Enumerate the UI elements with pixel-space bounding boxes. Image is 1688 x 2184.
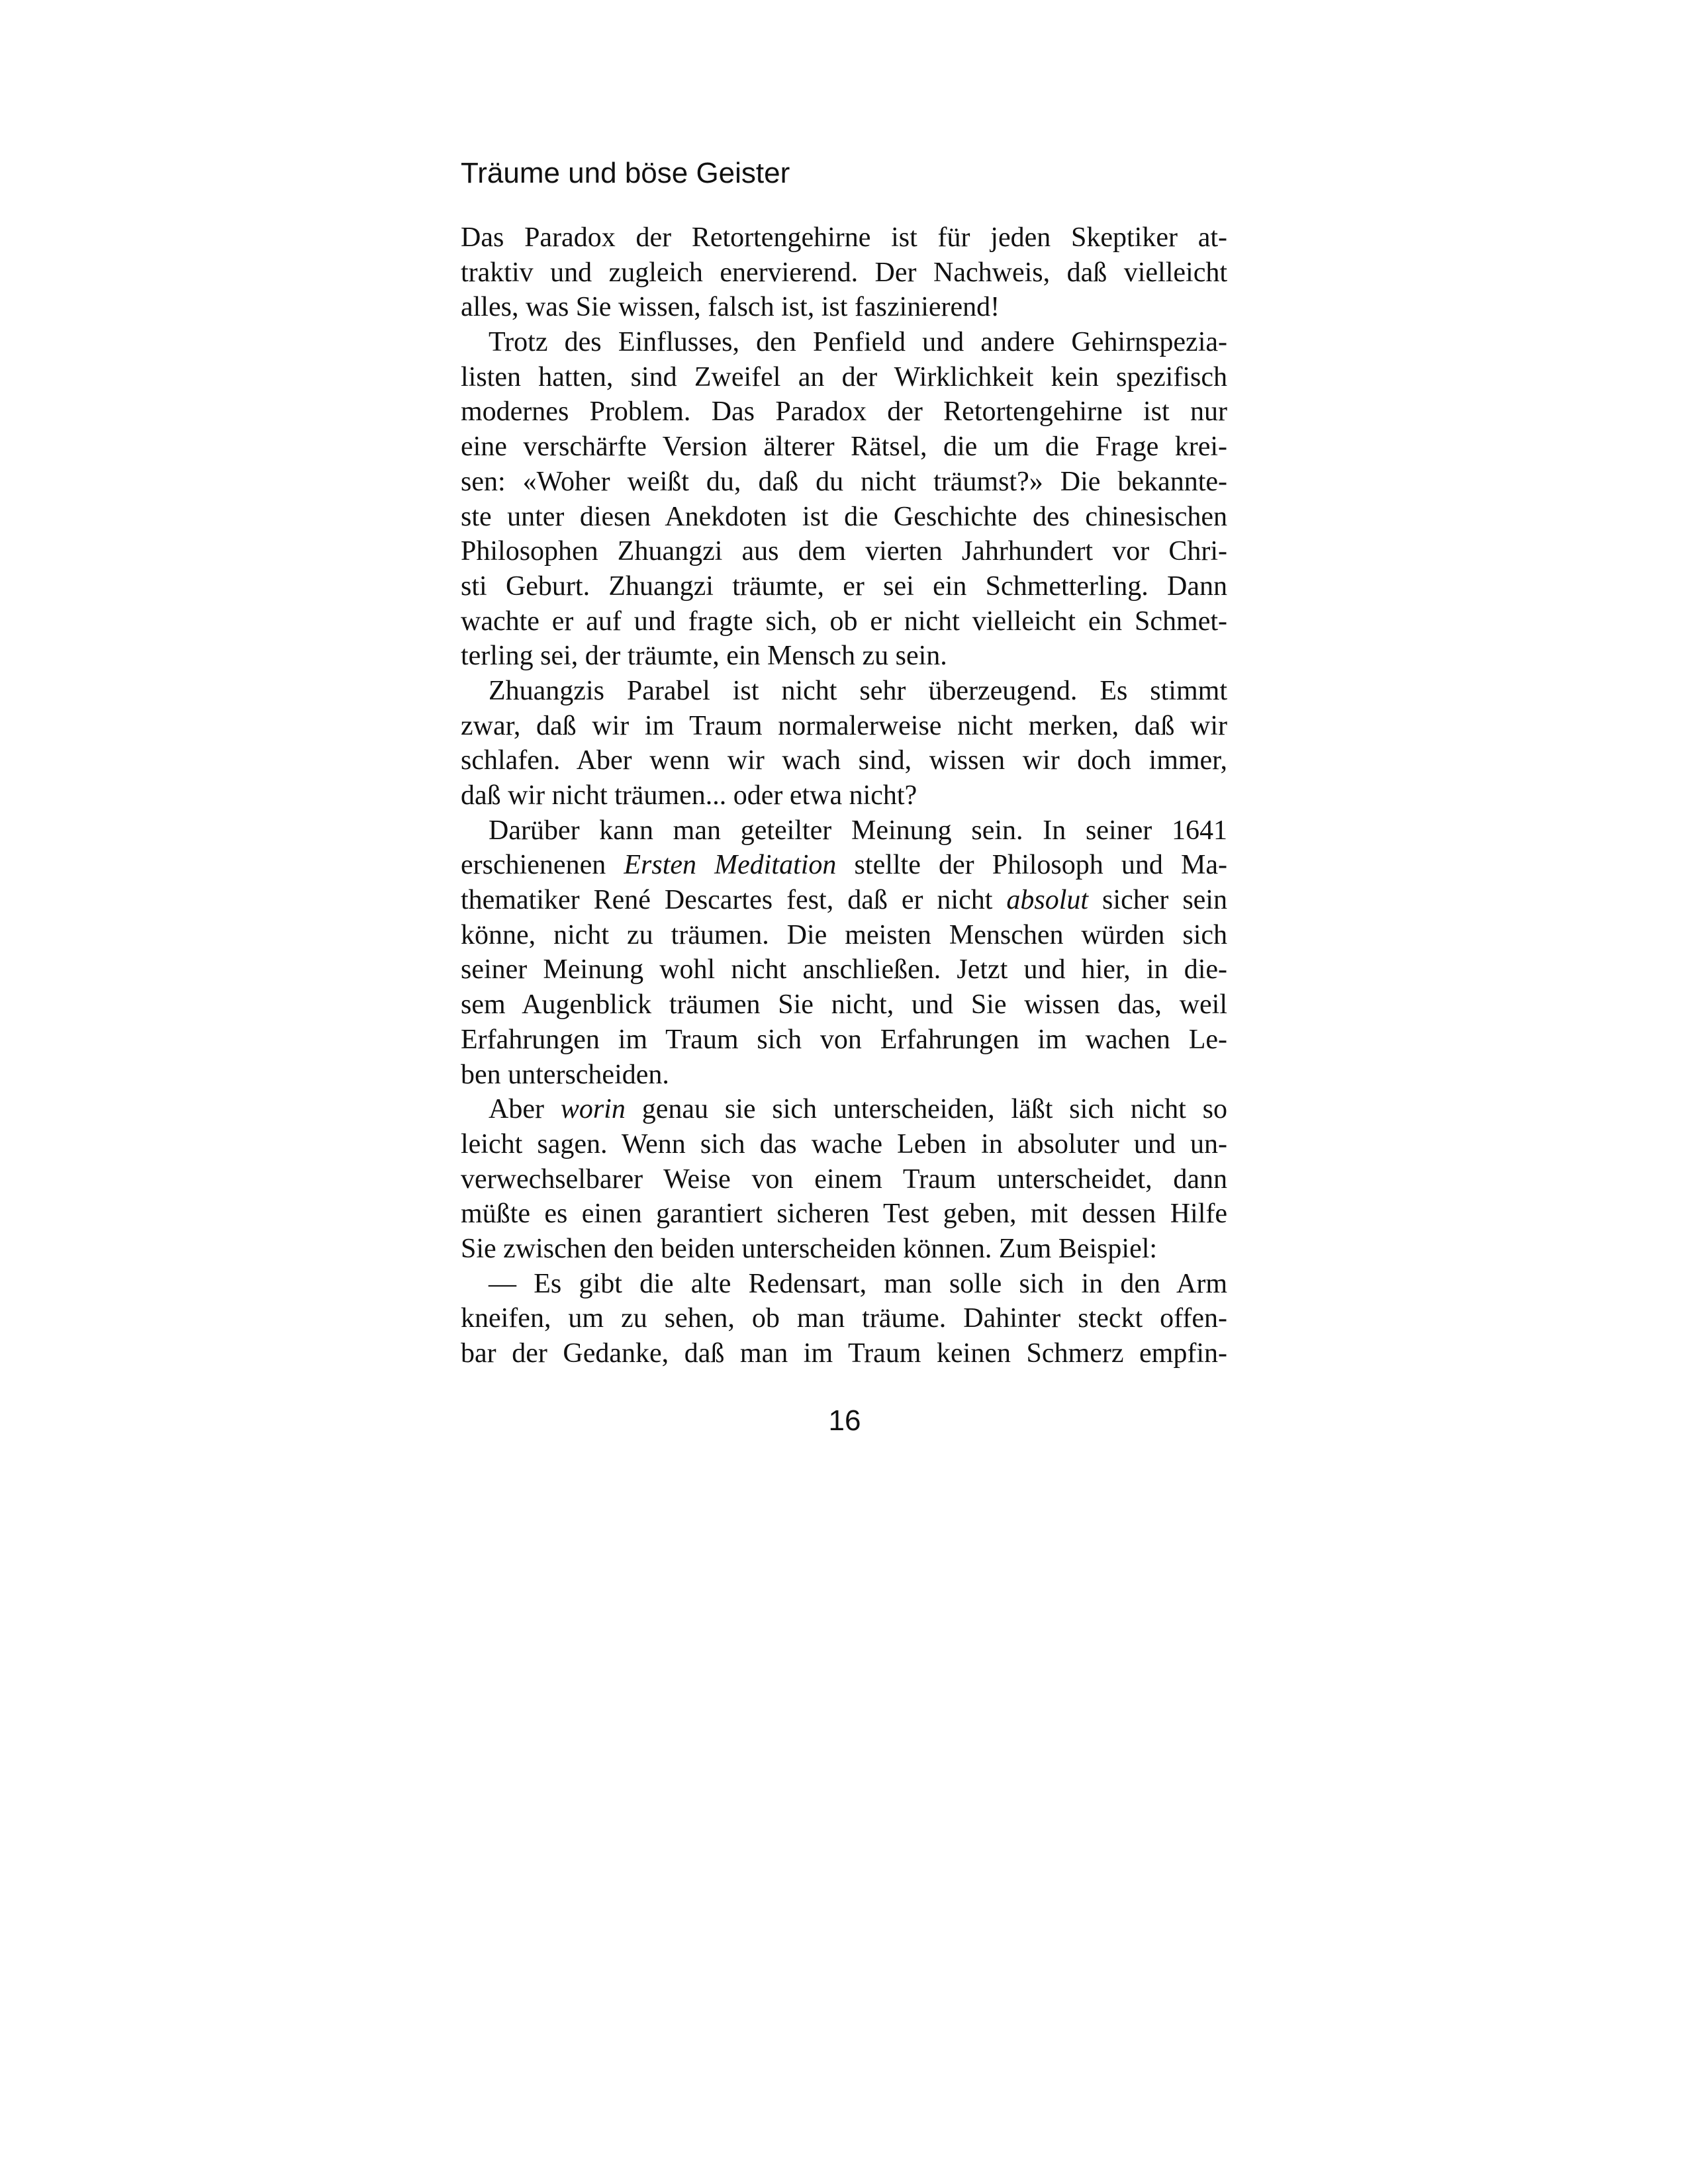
text-line: sem Augenblick träumen Sie nicht, und Sie wissen das, weil <box>461 989 1227 1021</box>
text-segment: sicher sein <box>1088 885 1227 916</box>
page-number: 16 <box>828 1404 861 1437</box>
text-line: Zhuangzis Parabel ist nicht sehr überzeugend. Es stimmt <box>489 675 1227 706</box>
text-line: modernes Problem. Das Paradox der Retortengehirne ist nur <box>461 396 1227 428</box>
text-line: ben unterscheiden. <box>461 1059 669 1090</box>
text-segment: thematiker René Descartes fest, daß er nicht <box>461 885 1007 916</box>
running-head: Träume und böse Geister <box>461 157 790 189</box>
italic-segment: absolut <box>1006 885 1089 916</box>
text-line <box>461 883 1227 918</box>
text-line: kneifen, um zu sehen, ob man träume. Dahinter steckt offen- <box>461 1303 1227 1334</box>
text-line: Sie zwischen den beiden unterscheiden können. Zum Beispiel: <box>461 1233 1158 1264</box>
text-line: Trotz des Einflusses, den Penfield und andere Gehirnspezia- <box>489 327 1227 358</box>
text-line: bar der Gedanke, daß man im Traum keinen Schmerz empfin- <box>461 1338 1227 1369</box>
text-line: schlafen. Aber wenn wir wach sind, wissen wir doch immer, <box>461 745 1227 776</box>
text-line: sen: «Woher weißt du, daß du nicht träumst?» Die bekannte- <box>461 466 1227 497</box>
text-line: wachte er auf und fragte sich, ob er nicht vielleicht ein Schmet- <box>461 606 1227 637</box>
text-line: könne, nicht zu träumen. Die meisten Menschen würden sich <box>461 919 1227 950</box>
text-line: müßte es einen garantiert sicheren Test geben, mit dessen Hilfe <box>461 1199 1227 1230</box>
body-text <box>461 220 1227 1371</box>
text-segment: erschienenen <box>461 850 624 881</box>
text-line: terling sei, der träumte, ein Mensch zu sein. <box>461 641 947 672</box>
text-line: Erfahrungen im Traum sich von Erfahrungen im wachen Le- <box>461 1024 1227 1055</box>
text-line: daß wir nicht träumen... oder etwa nicht? <box>461 780 917 811</box>
text-line: Das Paradox der Retortengehirne ist für jeden Skeptiker at- <box>461 222 1227 253</box>
text-line: seiner Meinung wohl nicht anschließen. Jetzt und hier, in die- <box>461 954 1227 985</box>
text-line: sti Geburt. Zhuangzi träumte, er sei ein Schmetterling. Dann <box>461 570 1227 602</box>
text-line: Philosophen Zhuangzi aus dem vierten Jahrhundert vor Chri- <box>461 536 1227 567</box>
text-segment: stellte der Philosoph und Ma- <box>836 850 1227 881</box>
italic-segment: Ersten Meditation <box>624 850 837 881</box>
italic-segment: worin <box>560 1094 626 1125</box>
text-line: Darüber kann man geteilter Meinung sein. In seiner 1641 <box>489 815 1227 846</box>
text-line: listen hatten, sind Zweifel an der Wirklichkeit kein spezifisch <box>461 361 1227 392</box>
text-line <box>461 1092 1227 1127</box>
text-line: traktiv und zugleich enervierend. Der Nachweis, daß vielleicht <box>461 257 1227 288</box>
text-line <box>461 848 1227 883</box>
text-line: — Es gibt die alte Redensart, man solle sich in den Arm <box>489 1268 1227 1299</box>
text-line: eine verschärfte Version älterer Rätsel, die um die Frage krei- <box>461 432 1227 463</box>
text-line: leicht sagen. Wenn sich das wache Leben in absoluter und un- <box>461 1128 1227 1160</box>
text-line: ste unter diesen Anekdoten ist die Geschichte des chinesischen <box>461 501 1227 532</box>
text-segment: Aber <box>489 1094 561 1125</box>
text-line: alles, was Sie wissen, falsch ist, ist faszinierend! <box>461 292 1000 323</box>
text-segment: genau sie sich unterscheiden, läßt sich nicht so <box>625 1094 1227 1125</box>
text-line: zwar, daß wir im Traum normalerweise nicht merken, daß wir <box>461 710 1227 741</box>
text-line: verwechselbarer Weise von einem Traum unterscheidet, dann <box>461 1163 1227 1195</box>
